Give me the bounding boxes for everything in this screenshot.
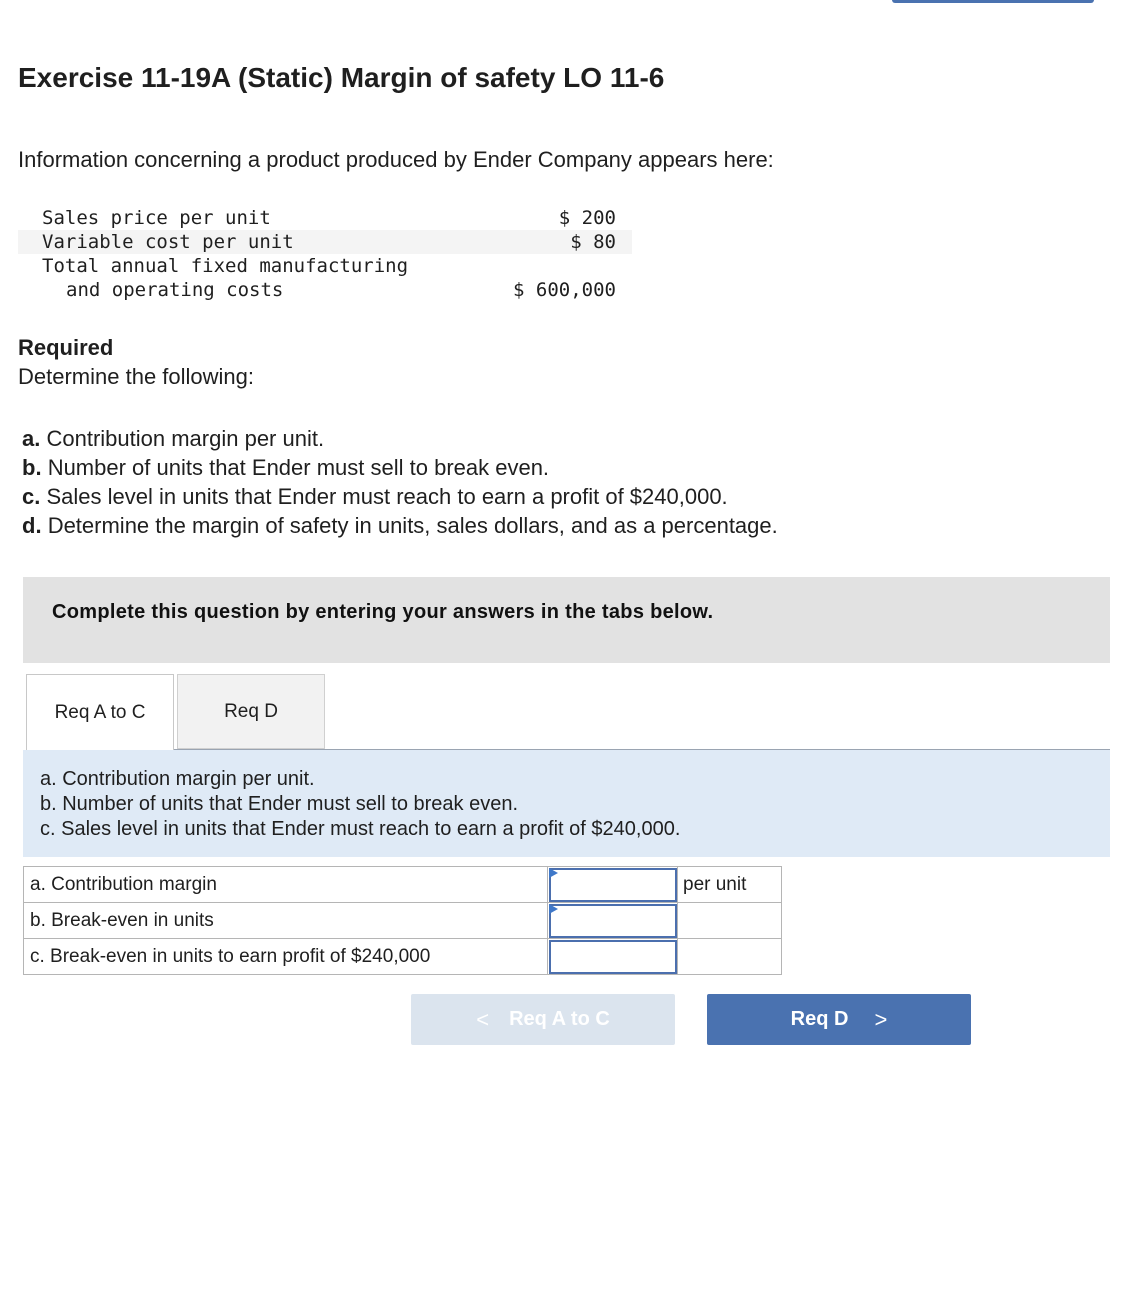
- row-label: b. Break-even in units: [24, 903, 548, 939]
- prev-button-label: Req A to C: [509, 1008, 610, 1030]
- item-text: Contribution margin per unit.: [46, 426, 325, 451]
- break-even-units-input[interactable]: [549, 904, 677, 938]
- banner-text: Complete this question by entering your answers in the tabs below.: [52, 601, 714, 623]
- row-label: c. Break-even in units to earn profit of $240,000: [24, 939, 548, 975]
- item-letter: a.: [22, 426, 41, 451]
- required-subheading: Determine the following:: [18, 364, 255, 389]
- table-row: [24, 903, 782, 939]
- requirements-list: [22, 424, 778, 540]
- unit-label: [678, 903, 782, 939]
- chevron-right-icon: >: [874, 1006, 888, 1032]
- item-letter: d.: [22, 513, 42, 538]
- tab-req-d[interactable]: Req D: [177, 674, 325, 749]
- page-title: Exercise 11-19A (Static) Margin of safety LO 11-6: [18, 62, 665, 93]
- answer-cell: [548, 867, 678, 903]
- contribution-margin-input[interactable]: [549, 868, 677, 902]
- answer-table: [23, 866, 782, 975]
- info-line: b. Number of units that Ender must sell to break even.: [40, 793, 519, 815]
- given-row: [18, 254, 632, 302]
- given-value: $ 600,000: [513, 279, 616, 301]
- given-row: [18, 230, 632, 254]
- intro-text: Information concerning a product produced by Ender Company appears here:: [18, 147, 774, 172]
- given-value: $ 200: [558, 207, 616, 229]
- given-label: Total annual fixed manufacturing: [42, 255, 409, 277]
- next-req-button[interactable]: [707, 994, 971, 1045]
- required-heading: Required: [18, 335, 114, 360]
- item-text: Determine the margin of safety in units, sales dollars, and as a percentage.: [47, 513, 778, 538]
- info-line: a. Contribution margin per unit.: [40, 768, 315, 790]
- item-text: Sales level in units that Ender must reach to earn a profit of $240,000.: [46, 484, 728, 509]
- prev-req-button[interactable]: [411, 994, 675, 1045]
- top-accent-bar: [892, 0, 1094, 3]
- list-item: [22, 453, 778, 482]
- answer-cell: [548, 939, 678, 975]
- requirement-info-box: [23, 750, 1110, 857]
- input-marker-icon: [549, 904, 558, 914]
- unit-label: per unit: [678, 867, 782, 903]
- table-row: [24, 939, 782, 975]
- chevron-left-icon: <: [476, 1006, 490, 1032]
- list-item: [22, 424, 778, 453]
- list-item: [22, 511, 778, 540]
- next-button-label: Req D: [790, 1008, 849, 1030]
- given-label-continued: and operating costs: [66, 279, 284, 301]
- given-label: Variable cost per unit: [42, 231, 294, 253]
- answer-cell: [548, 903, 678, 939]
- given-label: Sales price per unit: [42, 207, 271, 229]
- given-data-table: [18, 206, 632, 302]
- list-item: [22, 482, 778, 511]
- item-text: Number of units that Ender must sell to break even.: [47, 455, 550, 480]
- unit-label: [678, 939, 782, 975]
- input-marker-icon: [549, 868, 558, 878]
- given-row: [18, 206, 632, 230]
- table-row: [24, 867, 782, 903]
- item-letter: b.: [22, 455, 42, 480]
- tab-req-a-to-c[interactable]: Req A to C: [26, 674, 174, 750]
- instruction-banner: [23, 577, 1110, 663]
- info-line: c. Sales level in units that Ender must reach to earn a profit of $240,000.: [40, 818, 681, 840]
- item-letter: c.: [22, 484, 41, 509]
- given-value: $ 80: [570, 231, 616, 253]
- row-label: a. Contribution margin: [24, 867, 548, 903]
- target-profit-units-input[interactable]: [549, 940, 677, 974]
